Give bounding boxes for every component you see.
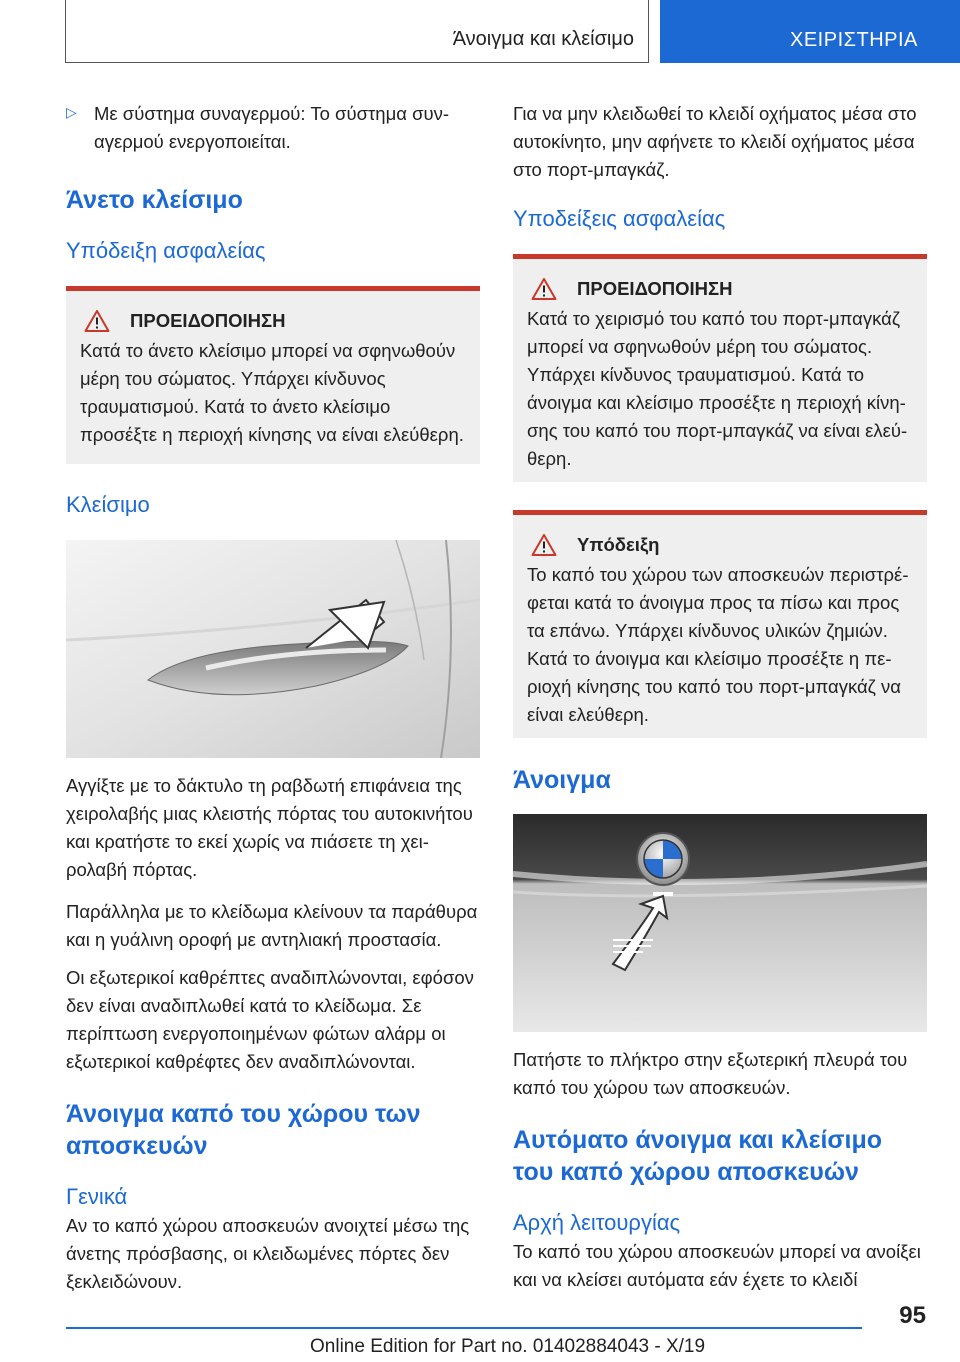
footer-divider	[66, 1327, 862, 1329]
heading-safety-note: Υπόδειξη ασφαλείας	[66, 238, 266, 263]
warning-box-trunk	[513, 254, 927, 482]
paragraph-mirrors-fold: Οι εξωτερικοί καθρέπτες αναδιπλώνονται, εφόσον δεν είναι αναδιπλωθεί κατά το κλείδωμα. Σε περίπτωση ενεργοποιημένων φώτων αλάρμ οι εξωτερικοί καθρέφτες δεν αναδιπλώνονται.	[66, 967, 474, 1072]
heading-general: Γενικά	[66, 1184, 128, 1209]
bullet-item	[66, 100, 480, 156]
warning-title: ΠΡΟΕΙΔΟΠΟΙΗΣΗ	[577, 278, 733, 299]
edition-label: Online Edition for Part no. 01402884043 - X/19	[310, 1336, 706, 1357]
notice-text: Το καπό του χώρου των αποσκευών περιστρέφεται κατά το άνοιγμα προς τα πίσω και προς τα επάνω. Υπάρχει κίνδυνος υλικών ζημιών. Κατά το άνοιγμα και κλείσιμο προσέξτε η περιοχή κίνησης του καπό του πορτ-μπαγκάζ να είναι ελεύθερη.	[527, 564, 909, 725]
warning-box	[66, 286, 480, 464]
paragraph-general: Αν το καπό χώρου αποσκευών ανοιχτεί μέσω της άνετης πρόσβασης, οι κλειδωμένες πόρτες δεν ξεκλειδώνουν.	[66, 1215, 470, 1292]
heading-closing: Κλείσιμο	[66, 492, 150, 517]
section-title: Άνοιγμα και κλείσιμο	[452, 28, 634, 50]
heading-auto-open-close: Αυτόματο άνοιγμα και κλείσιμο του καπό χώρου αποσκευών	[513, 1126, 883, 1186]
warning-title: ΠΡΟΕΙΔΟΠΟΙΗΣΗ	[130, 310, 286, 331]
bullet-text: Με σύστημα συναγερμού: Το σύστημα συναγερμού ενεργοποιείται.	[94, 103, 450, 152]
heading-principle: Αρχή λειτουργίας	[513, 1210, 681, 1235]
paragraph-principle: Το καπό του χώρου αποσκευών μπορεί να ανοίξει και να κλείσει αυτόματα εάν έχετε το κλειδί	[513, 1241, 921, 1290]
warning-text: Κατά το χειρισμό του καπό του πορτ-μπαγκάζ μπορεί να σφηνωθούν μέρη του σώματος. Υπάρχει κίνδυνος τραυματισμού. Κατά το άνοιγμα και κλείσιμο προσέξτε η περιοχή κίνησης του καπό του πορτ-μπαγκάζ να είναι ελεύθερη.	[527, 308, 908, 469]
paragraph-touch-handle: Αγγίξτε με το δάκτυλο τη ραβδωτή επιφάνεια της χειρολαβής μιας κλειστής πόρτας του αυτοκινήτου και κρατήστε το εκεί χωρίς να πιάσετε τη χειρολαβή πόρτας.	[66, 775, 473, 880]
heading-opening: Άνοιγμα	[513, 766, 611, 794]
warning-triangle-icon	[531, 533, 557, 557]
warning-text: Κατά το άνετο κλείσιμο μπορεί να σφηνωθούν μέρη του σώματος. Υπάρχει κίνδυνος τραυματισμού. Κατά το άνετο κλείσιμο προσέξτε η περιοχή κίνησης να είναι ελεύθερη.	[80, 340, 464, 445]
notice-title: Υπόδειξη	[577, 534, 660, 555]
warning-triangle-icon	[531, 277, 557, 301]
heading-comfort-closing: Άνετο κλείσιμο	[66, 186, 243, 214]
warning-triangle-icon	[84, 309, 110, 333]
right-column	[513, 100, 927, 1294]
door-handle-photo	[66, 540, 480, 758]
triangle-bullet-icon: ▷	[66, 104, 77, 120]
paragraph-windows-close: Παράλληλα με το κλείδωμα κλείνουν τα παράθυρα και η γυάλινη οροφή με αντηλιακή προστασία.	[66, 901, 478, 950]
heading-trunk-opening: Άνοιγμα καπό του χώρου των αποσκευών	[66, 1100, 421, 1160]
left-column	[66, 100, 480, 1296]
notice-box	[513, 510, 927, 738]
heading-safety-notes: Υποδείξεις ασφαλείας	[513, 206, 726, 231]
paragraph-press-button: Πατήστε το πλήκτρο στην εξωτερική πλευρά του καπό του χώρου των αποσκευών.	[513, 1049, 908, 1098]
page-number: 95	[899, 1302, 926, 1329]
trunk-button-photo	[513, 814, 927, 1032]
chapter-tab[interactable]: ΧΕΙΡΙΣΤΗΡΙΑ	[660, 0, 960, 63]
header-frame	[65, 0, 649, 63]
paragraph-key-inside: Για να μην κλειδωθεί το κλειδί οχήματος μέσα στο αυτοκίνητο, μην αφήνετε το κλειδί οχήματος μέσα στο πορτ-μπαγκάζ.	[513, 103, 917, 180]
